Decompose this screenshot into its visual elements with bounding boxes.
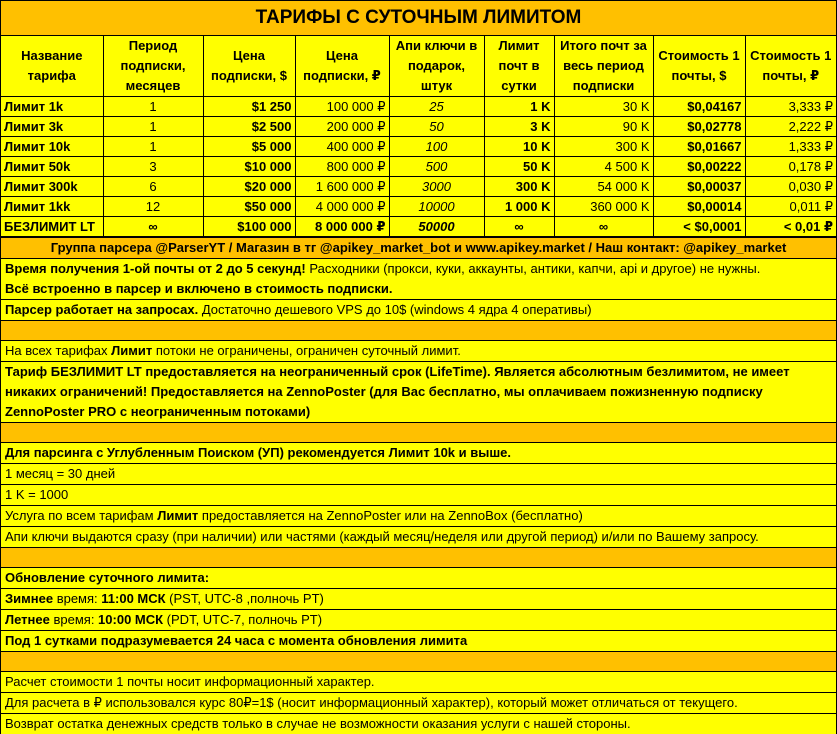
header-name: Название тарифа — [1, 36, 103, 97]
separator — [1, 651, 836, 671]
cell-name: БЕЗЛИМИТ LT — [1, 217, 103, 237]
table-row — [1, 177, 836, 197]
note-text: На всех тарифах — [5, 343, 112, 358]
cell-usd: $1 250 — [203, 97, 295, 117]
cell-months: 3 — [103, 157, 203, 177]
note-requests-rest: Достаточно дешевого VPS до 10$ (windows 4 ядра 4 оперативы) — [198, 302, 592, 317]
cell-rub: 400 000 ₽ — [295, 137, 389, 157]
cell-months: 6 — [103, 177, 203, 197]
cell-name: Лимит 50k — [1, 157, 103, 177]
cell-limit: 1 K — [484, 97, 554, 117]
cell-usd: $2 500 — [203, 117, 295, 137]
cell-months: 1 — [103, 97, 203, 117]
header-cost-usd: Стоимость 1 почты, $ — [653, 36, 745, 97]
cell-cost-rub: 2,222 ₽ — [745, 117, 836, 137]
note-text-bold: Летнее — [5, 612, 50, 627]
tariff-table — [1, 36, 836, 237]
cell-keys: 100 — [389, 137, 484, 157]
cell-months: ∞ — [103, 217, 203, 237]
note-refund: Возврат остатка денежных средств только в случае не возможности оказания услуги с нашей стороны. — [1, 713, 836, 734]
header-period: Период подписки, месяцев — [103, 36, 203, 97]
cell-total: 4 500 K — [554, 157, 653, 177]
note-text: время: — [53, 591, 102, 606]
cell-cost-rub: 1,333 ₽ — [745, 137, 836, 157]
cell-keys: 10000 — [389, 197, 484, 217]
cell-cost-usd: $0,02778 — [653, 117, 745, 137]
note-deep-search — [1, 442, 836, 463]
cell-months: 1 — [103, 117, 203, 137]
cell-keys: 50000 — [389, 217, 484, 237]
note-text-bold: 10:00 МСК — [98, 612, 164, 627]
separator — [1, 320, 836, 340]
cell-rub: 1 600 000 ₽ — [295, 177, 389, 197]
cell-rub: 100 000 ₽ — [295, 97, 389, 117]
cell-rub: 200 000 ₽ — [295, 117, 389, 137]
note-text-bold: Лимит — [111, 343, 153, 358]
cell-limit: 50 K — [484, 157, 554, 177]
note-requests-bold: Парсер работает на запросах. — [5, 302, 199, 317]
header-total: Итого почт за весь период подписки — [554, 36, 653, 97]
cell-cost-rub: 3,333 ₽ — [745, 97, 836, 117]
note-first-email — [1, 258, 836, 299]
cell-name: Лимит 1k — [1, 97, 103, 117]
cell-rub: 800 000 ₽ — [295, 157, 389, 177]
cell-usd: $50 000 — [203, 197, 295, 217]
note-limit-update-text: Обновление суточного лимита: — [5, 570, 210, 585]
cell-keys: 3000 — [389, 177, 484, 197]
header-daily-limit: Лимит почт в сутки — [484, 36, 554, 97]
cell-cost-rub: < 0,01 ₽ — [745, 217, 836, 237]
note-text: Услуга по всем тарифам — [5, 508, 158, 523]
cell-name: Лимит 1kk — [1, 197, 103, 217]
note-summer-time — [1, 609, 836, 630]
contacts-bar: Группа парсера @ParserYT / Магазин в тг @apikey_market_bot и www.apikey.market / Наш контакт: @apikey_market — [1, 237, 836, 258]
note-winter-time — [1, 588, 836, 609]
cell-total: 300 K — [554, 137, 653, 157]
cell-limit: 1 000 K — [484, 197, 554, 217]
table-row — [1, 117, 836, 137]
cell-usd: $100 000 — [203, 217, 295, 237]
cell-name: Лимит 300k — [1, 177, 103, 197]
note-first-email-bold: Время получения 1-ой почты от 2 до 5 секунд! — [5, 261, 306, 276]
header-price-rub: Цена подписки, ₽ — [295, 36, 389, 97]
table-row — [1, 97, 836, 117]
note-built-in: Всё встроенно в парсер и включено в стоимость подписки. — [5, 281, 393, 296]
note-first-email-rest: Расходники (прокси, куки, аккаунты, антики, капчи, api и другое) не нужны. — [305, 261, 761, 276]
sheet-title: ТАРИФЫ С СУТОЧНЫМ ЛИМИТОМ — [1, 1, 836, 36]
cell-limit: 3 K — [484, 117, 554, 137]
note-text: потоки не ограничены, ограничен суточный лимит. — [152, 343, 461, 358]
note-month: 1 месяц = 30 дней — [1, 463, 836, 484]
note-day-definition-text: Под 1 сутками подразумевается 24 часа с момента обновления лимита — [5, 633, 468, 648]
table-header-row — [1, 36, 836, 97]
note-text: время: — [49, 612, 99, 627]
table-row — [1, 157, 836, 177]
cell-usd: $20 000 — [203, 177, 295, 197]
note-text: (PST, UTC-8 ,полночь PT) — [165, 591, 324, 606]
cell-keys: 500 — [389, 157, 484, 177]
note-k: 1 K = 1000 — [1, 484, 836, 505]
cell-limit: 300 K — [484, 177, 554, 197]
note-text-bold: 11:00 МСК — [101, 591, 166, 606]
cell-limit: 10 K — [484, 137, 554, 157]
note-text: предоставляется на ZennoPoster или на ZennoBox (бесплатно) — [198, 508, 583, 523]
cell-total: ∞ — [554, 217, 653, 237]
cell-cost-usd: $0,04167 — [653, 97, 745, 117]
cell-cost-rub: 0,030 ₽ — [745, 177, 836, 197]
table-row — [1, 197, 836, 217]
cell-cost-usd: $0,01667 — [653, 137, 745, 157]
note-unlimited-lt — [1, 361, 836, 422]
cell-limit: ∞ — [484, 217, 554, 237]
cell-months: 1 — [103, 137, 203, 157]
cell-keys: 50 — [389, 117, 484, 137]
note-limit-update — [1, 567, 836, 588]
cell-total: 360 000 K — [554, 197, 653, 217]
cell-usd: $10 000 — [203, 157, 295, 177]
note-api-keys: Апи ключи выдаются сразу (при наличии) или частями (каждый месяц/неделя или другой период) и/или по Вашему запросу. — [1, 526, 836, 547]
cell-usd: $5 000 — [203, 137, 295, 157]
note-text-bold: Лимит — [157, 508, 199, 523]
header-price-usd: Цена подписки, $ — [203, 36, 295, 97]
note-requests — [1, 299, 836, 320]
cell-name: Лимит 3k — [1, 117, 103, 137]
cell-cost-usd: $0,00037 — [653, 177, 745, 197]
cell-name: Лимит 10k — [1, 137, 103, 157]
table-row-unlimited — [1, 217, 836, 237]
cell-cost-usd: < $0,0001 — [653, 217, 745, 237]
cell-total: 30 K — [554, 97, 653, 117]
note-text-bold: Зимнее — [5, 591, 54, 606]
cell-cost-usd: $0,00222 — [653, 157, 745, 177]
header-cost-rub: Стоимость 1 почты, ₽ — [745, 36, 836, 97]
note-deep-search-text: Для парсинга с Углубленным Поиском (УП) рекомендуется Лимит 10k и выше. — [5, 445, 512, 460]
table-row — [1, 137, 836, 157]
cell-total: 54 000 K — [554, 177, 653, 197]
header-api-keys: Апи ключи в подарок, штук — [389, 36, 484, 97]
note-cost-info: Расчет стоимости 1 почты носит информационный характер. — [1, 671, 836, 692]
separator — [1, 547, 836, 567]
cell-months: 12 — [103, 197, 203, 217]
separator — [1, 422, 836, 442]
cell-rub: 8 000 000 ₽ — [295, 217, 389, 237]
cell-cost-rub: 0,178 ₽ — [745, 157, 836, 177]
note-rate: Для расчета в ₽ использовался курс 80₽=1$ (носит информационный характер), который может отличаться от текущего. — [1, 692, 836, 713]
cell-keys: 25 — [389, 97, 484, 117]
note-service — [1, 505, 836, 526]
note-day-definition — [1, 630, 836, 651]
note-threads — [1, 340, 836, 361]
cell-total: 90 K — [554, 117, 653, 137]
cell-rub: 4 000 000 ₽ — [295, 197, 389, 217]
note-unlimited-lt-text: Тариф БЕЗЛИМИТ LT предоставляется на неограниченный срок (LifeTime). Является абсолютным безлимитом, не имеет никаких ограничений! Предоставляется на ZennoPoster (для Вас бесплатно, мы оплачиваем пожизненную подписку ZennoPoster PRO с неограниченным потоками) — [5, 364, 790, 419]
note-text: (PDT, UTC-7, полночь PT) — [163, 612, 323, 627]
cell-cost-usd: $0,00014 — [653, 197, 745, 217]
cell-cost-rub: 0,011 ₽ — [745, 197, 836, 217]
